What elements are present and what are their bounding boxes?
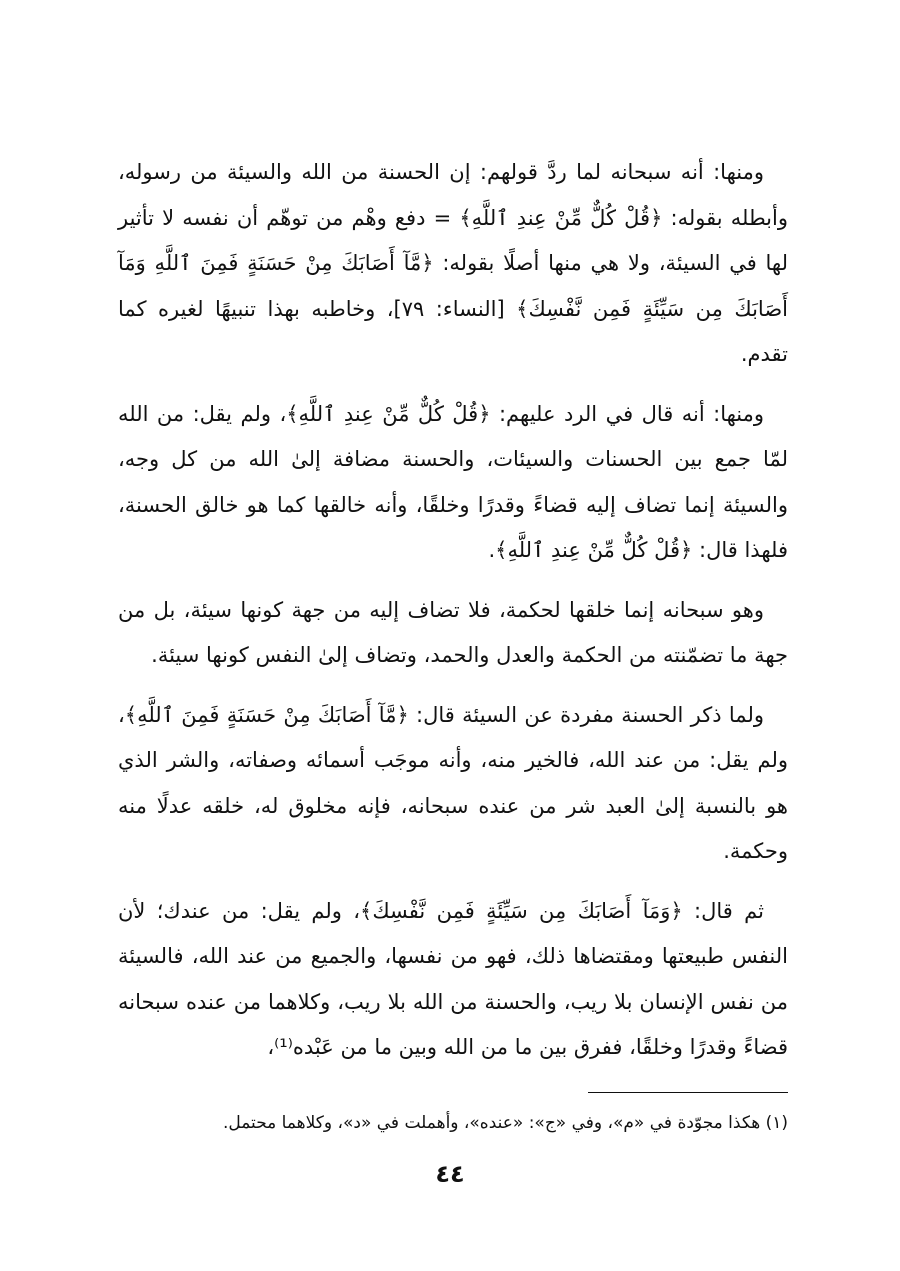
paragraph-4: ولما ذكر الحسنة مفردة عن السيئة قال: ﴿مَّآ أَصَابَكَ مِنْ حَسَنَةٍ فَمِنَ ٱللَّهِ﴾، ولم يقل: من عند الله، فالخير منه، وأنه موجَب أسمائه وصفاته، والشر الذي هو بالنسبة إلىٰ العبد شر من عنده سبحانه، فإنه مخلوق له، خلقه عدلًا منه وحكمة. — [118, 702, 788, 863]
paragraph-5: ثم قال: ﴿وَمَآ أَصَابَكَ مِن سَيِّئَةٍ فَمِن نَّفْسِكَ﴾، ولم يقل: من عندك؛ لأن النفس طبيعتها ومقتضاها ذلك، فهو من نفسها، والجميع من عند الله، فالسيئة من نفس الإنسان بلا ريب، والحسنة من الله بلا ريب، وكلاهما من عنده سبحانه قضاءً وقدرًا وخلقًا، ففرق بين ما من الله وبين ما من عَبْده⁽¹⁾، — [118, 898, 788, 1059]
main-text — [118, 150, 788, 1085]
paragraph-1: ومنها: أنه سبحانه لما ردَّ قولهم: إن الحسنة من الله والسيئة من رسوله، وأبطله بقوله: ﴿قُلْ كُلٌّ مِّنْ عِندِ ٱللَّهِ﴾ = دفع وهْم من توهّم أن نفسه لا تأثير لها في السيئة، ولا هي منها أصلًا بقوله: ﴿مَّآ أَصَابَكَ مِنْ حَسَنَةٍ فَمِنَ ٱللَّهِ وَمَآ أَصَابَكَ مِن سَيِّئَةٍ فَمِن نَّفْسِكَ﴾ [النساء: ٧٩]، وخاطبه بهذا تنبيهًا لغيره كما تقدم. — [118, 160, 788, 366]
paragraph-2: ومنها: أنه قال في الرد عليهم: ﴿قُلْ كُلٌّ مِّنْ عِندِ ٱللَّهِ﴾، ولم يقل: من الله لمّا جمع بين الحسنات والسيئات، والحسنة مضافة إلىٰ الله من كل وجه، والسيئة إنما تضاف إليه قضاءً وقدرًا وخلقًا، وأنه خالقها كما هو خالق الحسنة، فلهذا قال: ﴿قُلْ كُلٌّ مِّنْ عِندِ ٱللَّهِ﴾. — [118, 401, 788, 562]
footnote-separator — [588, 1092, 788, 1093]
paragraph-3: وهو سبحانه إنما خلقها لحكمة، فلا تضاف إليه من جهة كونها سيئة، بل من جهة ما تضمّنته من الحكمة والعدل والحمد، وتضاف إلىٰ النفس كونها سيئة. — [118, 597, 788, 667]
page-number: ٤٤ — [435, 1160, 465, 1188]
footnote: (١) هكذا مجوّدة في «م»، وفي «ج»: «عنده»، وأهملت في «د»، وكلاهما محتمل. — [222, 1113, 788, 1133]
